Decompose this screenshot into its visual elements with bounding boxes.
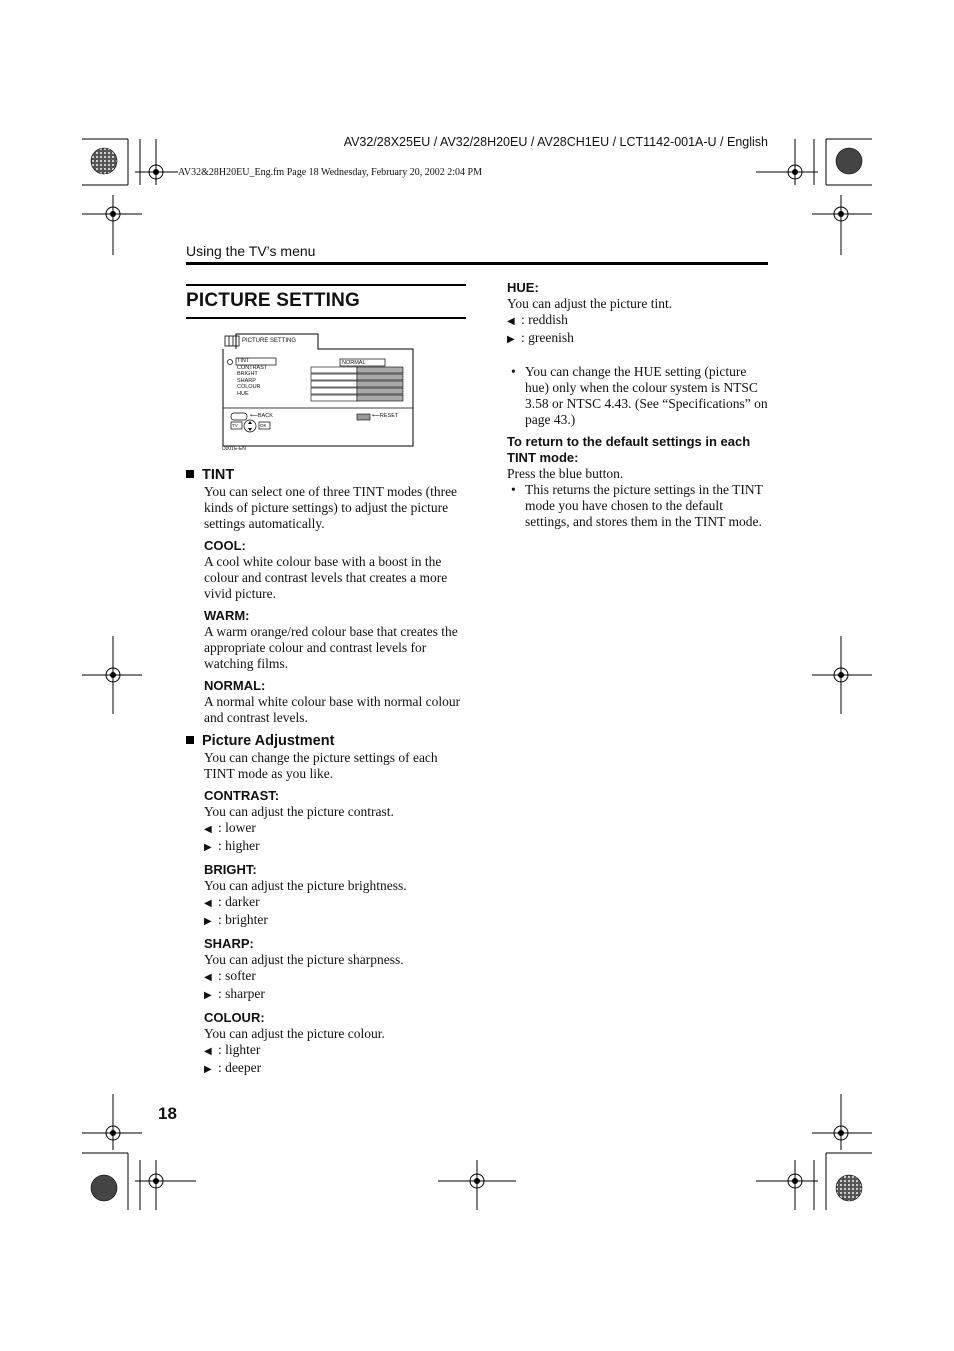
right-column — [507, 280, 769, 530]
hue-heading: HUE: — [507, 280, 539, 295]
square-bullet-icon — [186, 470, 194, 478]
contrast-heading: CONTRAST: — [204, 788, 280, 803]
picture-adjustment-heading — [186, 732, 471, 750]
model-line: AV32/28X25EU / AV32/28H20EU / AV28CH1EU / LCT1142-001A-U / English — [343, 135, 768, 149]
sharp-left-text: : softer — [218, 968, 256, 983]
right-arrow-icon: ▶ — [204, 990, 212, 1001]
right-arrow-icon: ▶ — [204, 916, 212, 927]
hue-text: You can adjust the picture tint. — [507, 296, 673, 311]
bright-left — [204, 894, 471, 912]
bright-right-text: : brighter — [218, 912, 268, 927]
right-arrow-icon: ▶ — [507, 334, 515, 345]
contrast-left-text: : lower — [218, 820, 256, 835]
osd-item: HUE — [237, 390, 249, 397]
colour-text: You can adjust the picture colour. — [204, 1026, 385, 1041]
right-arrow-icon: ▶ — [204, 842, 212, 853]
tint-heading-text: TINT — [202, 467, 235, 483]
contrast-right — [204, 838, 471, 856]
osd-tab-label: PICTURE SETTING — [242, 338, 297, 344]
osd-item: SHARP — [237, 377, 256, 384]
left-arrow-icon: ◀ — [204, 972, 212, 983]
osd-caption: D001E-EN — [222, 446, 246, 452]
osd-reset-label: ⟵RESET — [372, 413, 399, 419]
contrast-right-text: : higher — [218, 838, 260, 853]
tint-intro: You can select one of three TINT modes (three kinds of picture settings) to adjust the picture settings automatically. — [204, 484, 458, 531]
hue-left-text: : reddish — [521, 312, 568, 327]
hue-left — [507, 312, 769, 330]
tint-heading — [186, 466, 471, 484]
bright-text: You can adjust the picture brightness. — [204, 878, 407, 893]
hue-note — [507, 364, 769, 428]
bullet-dot-icon: • — [511, 364, 516, 379]
colour-right — [204, 1060, 471, 1078]
sharp-text: You can adjust the picture sharpness. — [204, 952, 404, 967]
adjust-intro: You can change the picture settings of each TINT mode as you like. — [204, 750, 438, 781]
picture-adjustment-heading-text: Picture Adjustment — [202, 733, 335, 749]
return-heading: To return to the default settings in each TINT mode: — [507, 434, 751, 465]
file-info-line: AV32&28H20EU_Eng.fm Page 18 Wednesday, February 20, 2002 2:04 PM — [178, 167, 482, 178]
left-arrow-icon: ◀ — [204, 898, 212, 909]
page-number: 18 — [158, 1104, 177, 1123]
page-title-text: PICTURE SETTING — [186, 290, 361, 311]
bright-heading: BRIGHT: — [204, 862, 257, 877]
sharp-right-text: : sharper — [218, 986, 265, 1001]
cool-heading: COOL: — [204, 538, 246, 553]
contrast-text: You can adjust the picture contrast. — [204, 804, 394, 819]
osd-tv-label: TV — [232, 423, 238, 428]
osd-item-list — [237, 358, 267, 397]
sharp-heading: SHARP: — [204, 936, 254, 951]
right-arrow-icon: ▶ — [204, 1064, 212, 1075]
hue-right — [507, 330, 769, 348]
left-column — [186, 466, 471, 1078]
sharp-left — [204, 968, 471, 986]
warm-text: A warm orange/red colour base that creates the appropriate colour and contrast levels for watching films. — [204, 624, 458, 671]
colour-heading: COLOUR: — [204, 1010, 265, 1025]
normal-text: A normal white colour base with normal colour and contrast levels. — [204, 694, 461, 725]
left-arrow-icon: ◀ — [204, 1046, 212, 1057]
warm-heading: WARM: — [204, 608, 250, 623]
osd-reset-text: RESET — [379, 413, 399, 419]
osd-tint-value: NORMAL — [342, 360, 366, 366]
hue-right-text: : greenish — [521, 330, 574, 345]
osd-back-label: ⟵BACK — [250, 413, 273, 419]
normal-heading: NORMAL: — [204, 678, 266, 693]
left-arrow-icon: ◀ — [507, 316, 515, 327]
section-label: Using the TV’s menu — [186, 243, 316, 259]
return-text: Press the blue button. — [507, 466, 624, 481]
cool-text: A cool white colour base with a boost in the colour and contrast levels that creates a more vivid picture. — [204, 554, 448, 601]
osd-item: COLOUR — [237, 384, 261, 390]
section-rule — [186, 262, 768, 265]
bright-left-text: : darker — [218, 894, 260, 909]
osd-item: TINT — [237, 358, 250, 364]
left-arrow-icon: ◀ — [204, 824, 212, 835]
colour-left-text: : lighter — [218, 1042, 261, 1057]
sharp-right — [204, 986, 471, 1004]
osd-menu-illustration — [222, 333, 416, 448]
page-title — [186, 284, 466, 319]
osd-back-text: BACK — [257, 413, 273, 419]
bullet-dot-icon: • — [511, 482, 516, 497]
osd-ok-label: OK — [260, 423, 267, 428]
osd-item: CONTRAST — [237, 364, 268, 371]
contrast-left — [204, 820, 471, 838]
osd-item: BRIGHT — [237, 371, 258, 377]
return-note-text: This returns the picture settings in the TINT mode you have chosen to the default settings, and stores them in the TINT mode. — [525, 482, 763, 529]
hue-note-text: You can change the HUE setting (picture hue) only when the colour system is NTSC 3.58 or NTSC 4.43. (See “Specifications” on page 43.) — [525, 364, 768, 427]
return-note — [507, 482, 769, 530]
colour-left — [204, 1042, 471, 1060]
colour-right-text: : deeper — [218, 1060, 262, 1075]
bright-right — [204, 912, 471, 930]
square-bullet-icon — [186, 736, 194, 744]
